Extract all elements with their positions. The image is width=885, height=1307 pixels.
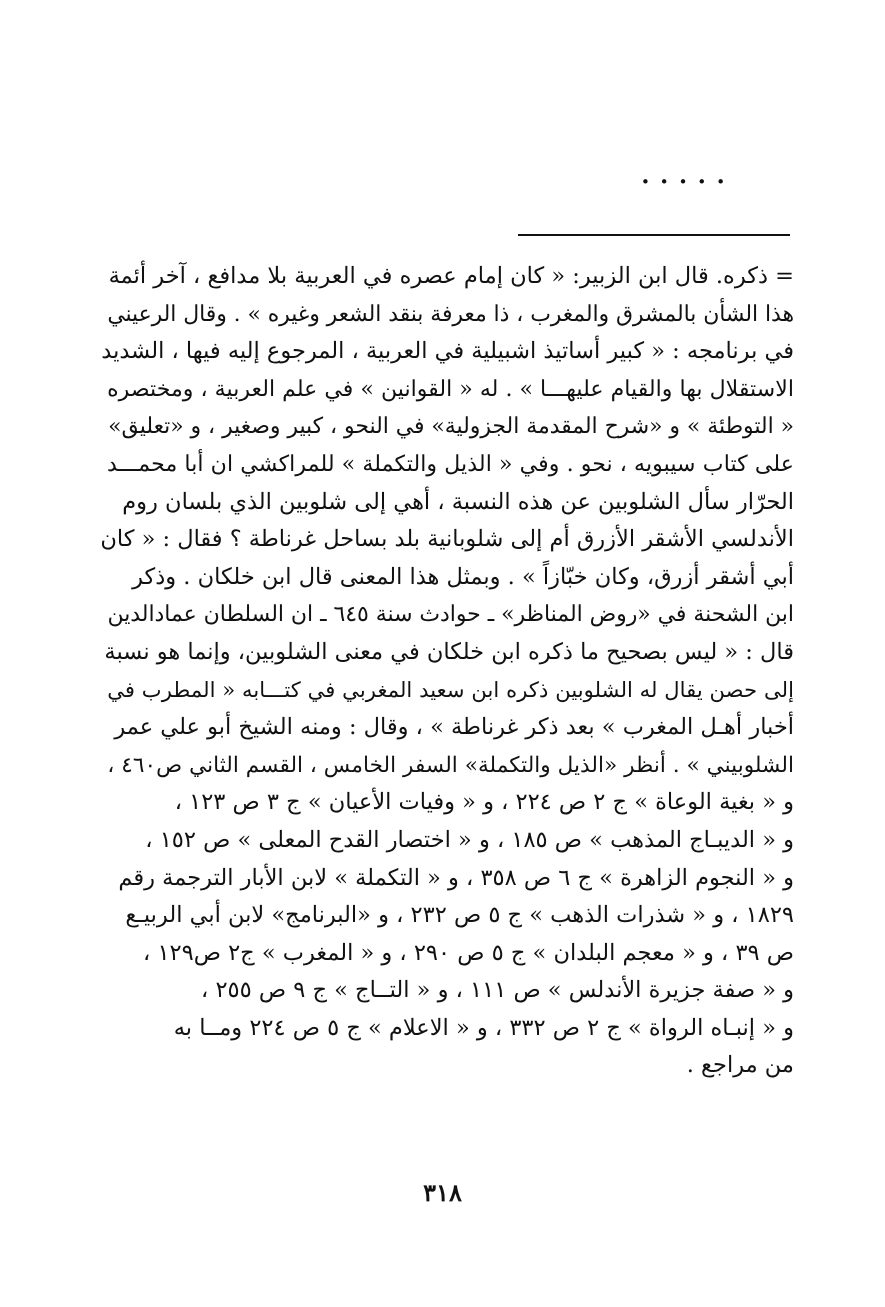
footnote-line: أبي أشقر أزرق، وكان خبّازاً » . وبمثل هذا المعنى قال ابن خلكان . وذكر bbox=[132, 563, 794, 590]
footnote-block bbox=[100, 258, 794, 1085]
footnote-line: هذا الشأن بالمشرق والمغرب ، ذا معرفة بنقد الشعر وغيره » . وقال الرعيني bbox=[107, 301, 794, 327]
footnote-line: و « إنبـاه الرواة » ج ٢ ص ٣٣٢ ، و « الاعلام » ج ٥ ص ٢٢٤ ومــا به bbox=[173, 1014, 794, 1041]
footnote-line: = ذكره. قال ابن الزبير: « كان إمام عصره في العربية بلا مدافع ، آخر أئمة bbox=[108, 263, 794, 289]
footnote-line: الأندلسي الأشقر الأزرق أم إلى شلوبانية بلد بساحل غرناطة ؟ فقال : « كان bbox=[100, 526, 794, 553]
footnote-line: في برنامجه : « كبير أساتيذ اشبيلية في العربية ، المرجوع إليه فيها ، الشديد bbox=[101, 338, 794, 365]
section-separator-dots: ..... bbox=[640, 152, 735, 192]
footnote-line: و « النجوم الزاهرة » ج ٦ ص ٣٥٨ ، و « التكملة » لابن الأبار الترجمة رقم bbox=[118, 864, 794, 891]
footnote-line: أخبار أهـل المغرب » بعد ذكر غرناطة » ، وقال : ومنه الشيخ أبو علي عمر bbox=[114, 714, 794, 741]
footnote-line: الحرّار سأل الشلوبين عن هذه النسبة ، أهي إلى شلوبين الذي بلسان روم bbox=[122, 488, 794, 515]
footnote-line: إلى حصن يقال له الشلوبين ذكره ابن سعيد المغربي في كتـــابه « المطرب في bbox=[107, 677, 794, 703]
footnote-line: قال : « ليس بصحيح ما ذكره ابن خلكان في معنى الشلوبين، وإنما هو نسبة bbox=[104, 638, 794, 665]
footnote-line: الاستقلال بها والقيام عليهـــا » . له « القوانين » في علم العربية ، ومختصره bbox=[107, 375, 794, 402]
footnote-line: « التوطئة » و «شرح المقدمة الجزولية» في النحو ، كبير وصغير ، و «تعليق» bbox=[108, 414, 794, 440]
page-number: ٣١٨ bbox=[423, 1178, 462, 1207]
footnote-line: و « صفة جزيرة الأندلس » ص ١١١ ، و « التــاج » ج ٩ ص ٢٥٥ ، bbox=[201, 977, 794, 1004]
footnote-line: ١٨٢٩ ، و « شذرات الذهب » ج ٥ ص ٢٣٢ ، و «البرنامج» لابن أبي الربيـع bbox=[125, 902, 794, 929]
footnote-line: و « الديبـاج المذهب » ص ١٨٥ ، و « اختصار القدح المعلى » ص ١٥٢ ، bbox=[145, 826, 794, 853]
footnote-line: الشلوبيني » . أنظر «الذيل والتكملة» السفر الخامس ، القسم الثاني ص٤٦٠ ، bbox=[107, 752, 794, 778]
footnote-rule bbox=[518, 234, 790, 236]
footnote-line: و « بغية الوعاة » ج ٢ ص ٢٢٤ ، و « وفيات الأعيان » ج ٣ ص ١٢٣ ، bbox=[174, 789, 794, 816]
footnote-line: من مراجع . bbox=[686, 1052, 794, 1079]
footnote-line: على كتاب سيبويه ، نحو . وفي « الذيل والتكملة » للمراكشي ان أبا محمـــد bbox=[107, 450, 794, 477]
footnote-line: ص ٣٩ ، و « معجم البلدان » ج ٥ ص ٢٩٠ ، و « المغرب » ج٢ ص١٢٩ ، bbox=[143, 939, 794, 966]
footnote-line: ابن الشحنة في «روض المناظر» ـ حوادث سنة ٦٤٥ ـ ان السلطان عمادالدين bbox=[107, 602, 794, 628]
